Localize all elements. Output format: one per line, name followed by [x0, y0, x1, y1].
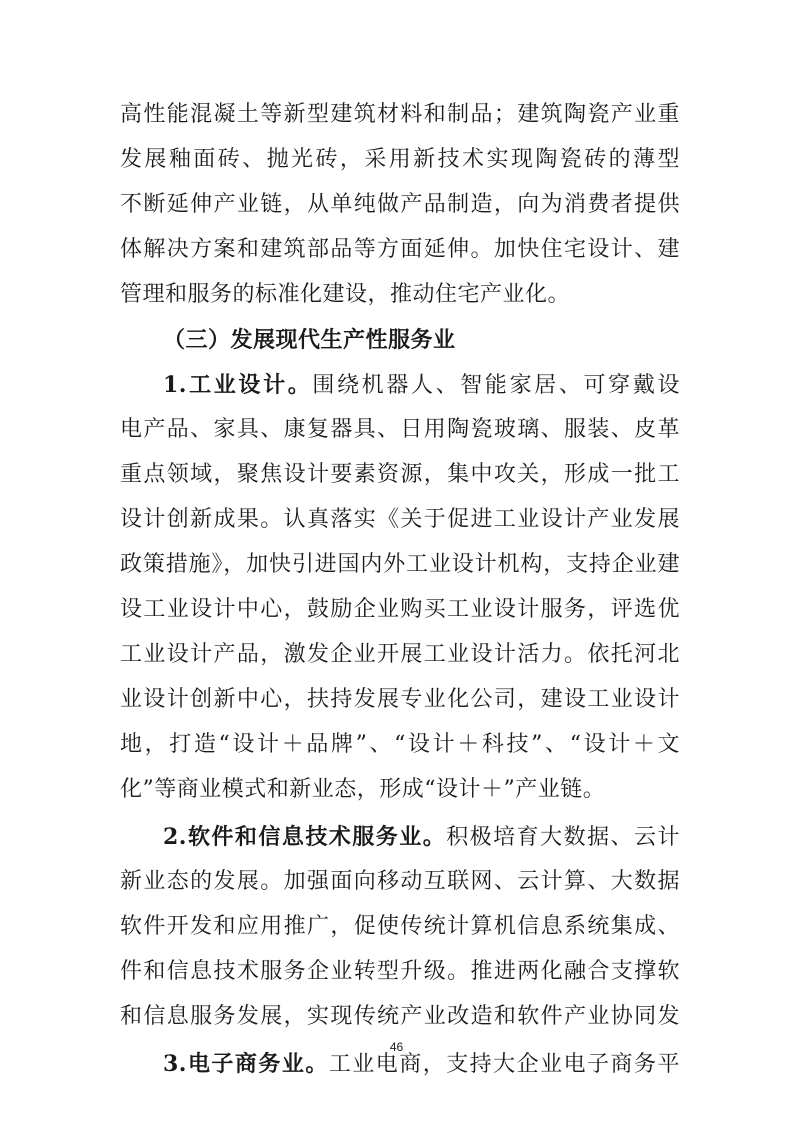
text-line: 软件开发和应用推广，促使传统计算机信息系统集成、 — [120, 914, 680, 939]
paragraph-first-line — [163, 822, 680, 852]
paragraph-text: 围绕机器人、智能家居、可穿戴设 — [312, 373, 680, 398]
page-number: 46 — [389, 1040, 404, 1054]
text-line: 政策措施》，加快引进国内外工业设计机构，支持企业建 — [120, 552, 680, 577]
paragraph-lead: 2.软件和信息技术服务业。 — [163, 824, 447, 850]
text-line: 化”等商业模式和新业态，形成“设计＋”产业链。 — [120, 777, 606, 802]
text-line: 工业设计产品，激发企业开展工业设计活力。依托河北 — [120, 642, 680, 667]
text-line: 不断延伸产业链，从单纯做产品制造，向为消费者提供 — [120, 192, 680, 217]
paragraph-text: 工业电商，支持大企业电子商务平 — [328, 1052, 680, 1077]
text-line: 新业态的发展。加强面向移动互联网、云计算、大数据 — [120, 869, 680, 894]
paragraph-first-line — [163, 370, 680, 400]
text-line: 地，打造“设计＋品牌”、“设计＋科技”、“设计＋文 — [120, 732, 680, 757]
paragraph-text: 积极培育大数据、云计 — [446, 825, 680, 850]
text-line: 电产品、家具、康复器具、日用陶瓷玻璃、服装、皮革 — [120, 417, 680, 442]
text-line: 设工业设计中心，鼓励企业购买工业设计服务，评选优 — [120, 597, 680, 622]
text-line: 体解决方案和建筑部品等方面延伸。加快住宅设计、建 — [120, 237, 680, 262]
text-line: 发展釉面砖、抛光砖，采用新技术实现陶瓷砖的薄型 — [120, 147, 680, 172]
paragraph-lead: 3.电子商务业。 — [163, 1051, 329, 1077]
paragraph-lead: 1.工业设计。 — [163, 372, 313, 398]
section-heading: （三）发展现代生产性服务业 — [163, 327, 456, 353]
text-line: 业设计创新中心，扶持发展专业化公司，建设工业设计 — [120, 687, 680, 712]
text-line: 重点领域，聚焦设计要素资源，集中攻关，形成一批工 — [120, 462, 680, 487]
text-line: 和信息服务发展，实现传统产业改造和软件产业协同发 — [120, 1004, 680, 1029]
text-line: 设计创新成果。认真落实《关于促进工业设计产业发展 — [120, 507, 680, 532]
text-line: 管理和服务的标准化建设，推动住宅产业化。 — [120, 282, 571, 307]
text-line: 高性能混凝土等新型建筑材料和制品；建筑陶瓷产业重 — [120, 102, 680, 127]
text-line: 件和信息技术服务企业转型升级。推进两化融合支撑软 — [120, 959, 680, 984]
